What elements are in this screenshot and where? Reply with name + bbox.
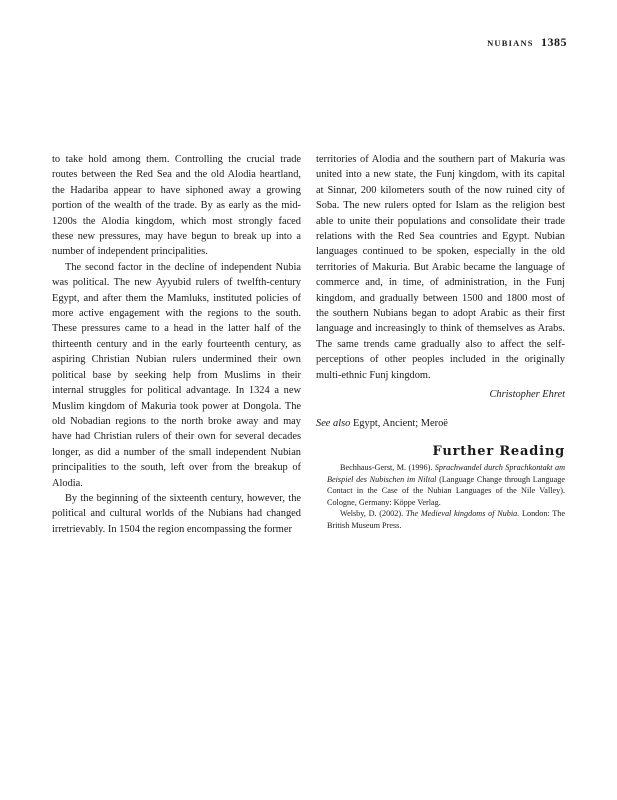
reference-title: The Medieval kingdoms of Nubia. [405,509,520,519]
see-also [316,416,565,431]
reference-item [316,462,565,508]
article-author: Christopher Ehret [489,389,565,401]
see-also-links[interactable]: Egypt, Ancient; Meroë [352,417,448,429]
running-head-title: NUBIANS [487,38,534,48]
reference-title: Sprachwandel durch Sprachkontakt am Beispiel des Nubischen im Niltal [327,463,565,484]
reference-details: London: The British Museum Press. [327,509,566,530]
page-number: 1385 [541,35,567,49]
body-paragraph: By the beginning of the sixteenth century, however, the political and cultural worlds of the Nubians had changed irretrievably. In 1504 the region encompassing the former [52,492,301,535]
body-paragraph: territories of Alodia and the southern part of Makuria was united into a new state, the Funj kingdom, with its capital at Sinnar, 200 kilometers south of the now ruined city of Soba. The new rulers opted for Islam as the religion best able to unite their populations and consolidate their trade relations with the Red Sea countries and Egypt. Nubian languages continued to be spoken, especially in the old territories of Makuria. But Arabic became the language of commerce and, in time, of administration, in the Funj kingdom, and gradually between 1500 and 1800 most of the southern Nubians began to adopt Arabic as their first language and increasingly to think of themselves as Arabs. The same trends came gradually also to affect the self-perceptions of other peoples included in the originally multi-ethnic Funj kingdom. [316,154,565,381]
running-head [487,35,567,50]
further-reading-heading: Further Reading [432,443,565,459]
left-column [52,152,301,537]
reference-item [316,508,565,531]
body-paragraph: to take hold among them. Controlling the crucial trade routes between the Red Sea and the old Alodia heartland, the Hadariba appear to have siphoned away a growing portion of the wealth of the trade. By as early as the mid-1200s the Alodia kingdom, which most strongly faced these new pressures, may have begun to break up into a number of independent principalities. [52,154,301,258]
see-also-label: See also [316,417,351,429]
body-paragraph: The second factor in the decline of independent Nubia was political. The new Ayyubid rulers of twelfth-century Egypt, and after them the Mamluks, instituted policies of more active engagement with the regions to the south. These pressures came to a head in the latter half of the thirteenth century and in the early fourteenth century, as aspiring Christian Nubian rulers undermined their own political base by seeking help from Muslims in their internal struggles for political advantage. In 1324 a new Muslim kingdom of Makuria took power at Dongola. The old Nobadian regions to the north broke away and may have had Christian rulers of their own for several decades longer, as did a number of the small independent Nubian principalities to the south, left over from the breakup of Alodia. [52,261,301,489]
reading-list [316,462,565,531]
reference-author: Bechhaus-Gerst, M. (1996). [340,463,433,473]
reference-author: Welsby, D. (2002). [340,509,404,519]
right-column [316,152,565,531]
reference-details: (Language Change through Language Contact in the Case of the Nubian Languages of the Nile Valley). Cologne, Germany: Köppe Verlag. [327,474,566,507]
